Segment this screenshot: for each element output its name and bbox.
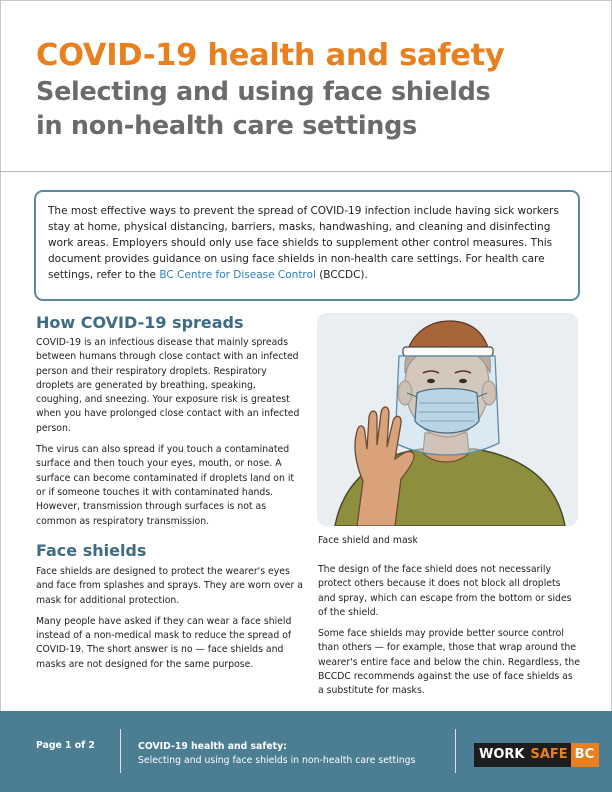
document-title: COVID-19 health and safety [36,38,505,73]
face-shield-illustration [317,313,578,526]
right-column-body [318,563,580,706]
subtitle-line-1: Selecting and using face shields [36,77,491,107]
footer-title-line-2: Selecting and using face shields in non-health care settings [138,755,416,766]
page-number: Page 1 of 2 [36,740,95,751]
figure-caption: Face shield and mask [318,535,418,546]
logo-work: WORK [474,743,527,767]
section-shields-body [36,565,304,679]
footer-divider-right [455,729,456,773]
intro-text: The most effective ways to prevent the spread of COVID-19 infection include having sick workers stay at home, physical distancing, barriers, masks, handwashing, and cleaning and disinfecting work areas. Employers should only use face shields to supplement other control measures. This document provides guidance on using face shields in non-health care settings. For health care settings, refer to the [48,205,559,281]
subtitle-line-2: in non-health care settings [36,111,417,141]
intro-text-end: (BCCDC). [315,269,368,281]
worksafebc-logo [474,743,599,767]
heading-how-covid-spreads: How COVID-19 spreads [36,313,244,332]
intro-box [34,190,580,301]
document-header [36,38,596,143]
logo-safe: SAFE [527,743,570,767]
right-paragraph-2: Some face shields may provide better source control than others — for example, those that wrap around the wearer's entire face and below the chin. Regardless, the BCCDC recommends against the use of face shields as a substitute for masks. [318,628,581,697]
footer-divider-left [120,729,121,773]
footer-document-title [138,740,415,768]
section-spread-body [36,336,304,536]
shields-paragraph-1: Face shields are designed to protect the wearer's eyes and face from splashes and sprays. They are worn over a mask for additional protection. [36,566,303,606]
document-subtitle [36,75,596,143]
spread-paragraph-2: The virus can also spread if you touch a contaminated surface and then touch your eyes, mouth, or nose. A surface can become contaminated if droplets land on it or if someone touches it with contaminated hands. However, transmission through surfaces is not as common as respiratory transmission. [36,444,295,527]
right-paragraph-1: The design of the face shield does not necessarily protect others because it does not block all droplets and spray, which can escape from the bottom or sides of the shield. [318,564,572,618]
bccdc-link[interactable]: BC Centre for Disease Control [159,269,316,281]
header-divider [0,171,612,172]
footer-title-line-1: COVID-19 health and safety: [138,741,287,752]
person-with-face-shield-icon [317,313,578,526]
shields-paragraph-2: Many people have asked if they can wear a face shield instead of a non-medical mask to reduce the spread of COVID-19. The short answer is no — face shields and masks are not designed for the same purpose. [36,615,292,670]
heading-face-shields: Face shields [36,541,147,560]
logo-bc: BC [571,743,599,767]
spread-paragraph-1: COVID-19 is an infectious disease that mainly spreads between humans through close contact with an infected person and their respiratory droplets. Respiratory droplets are generated by breathing, speaking, coughing, and sneezing. Your exposure risk is greatest when you have prolonged close contact with an infected person. [36,337,300,434]
intro-paragraph [48,203,578,283]
